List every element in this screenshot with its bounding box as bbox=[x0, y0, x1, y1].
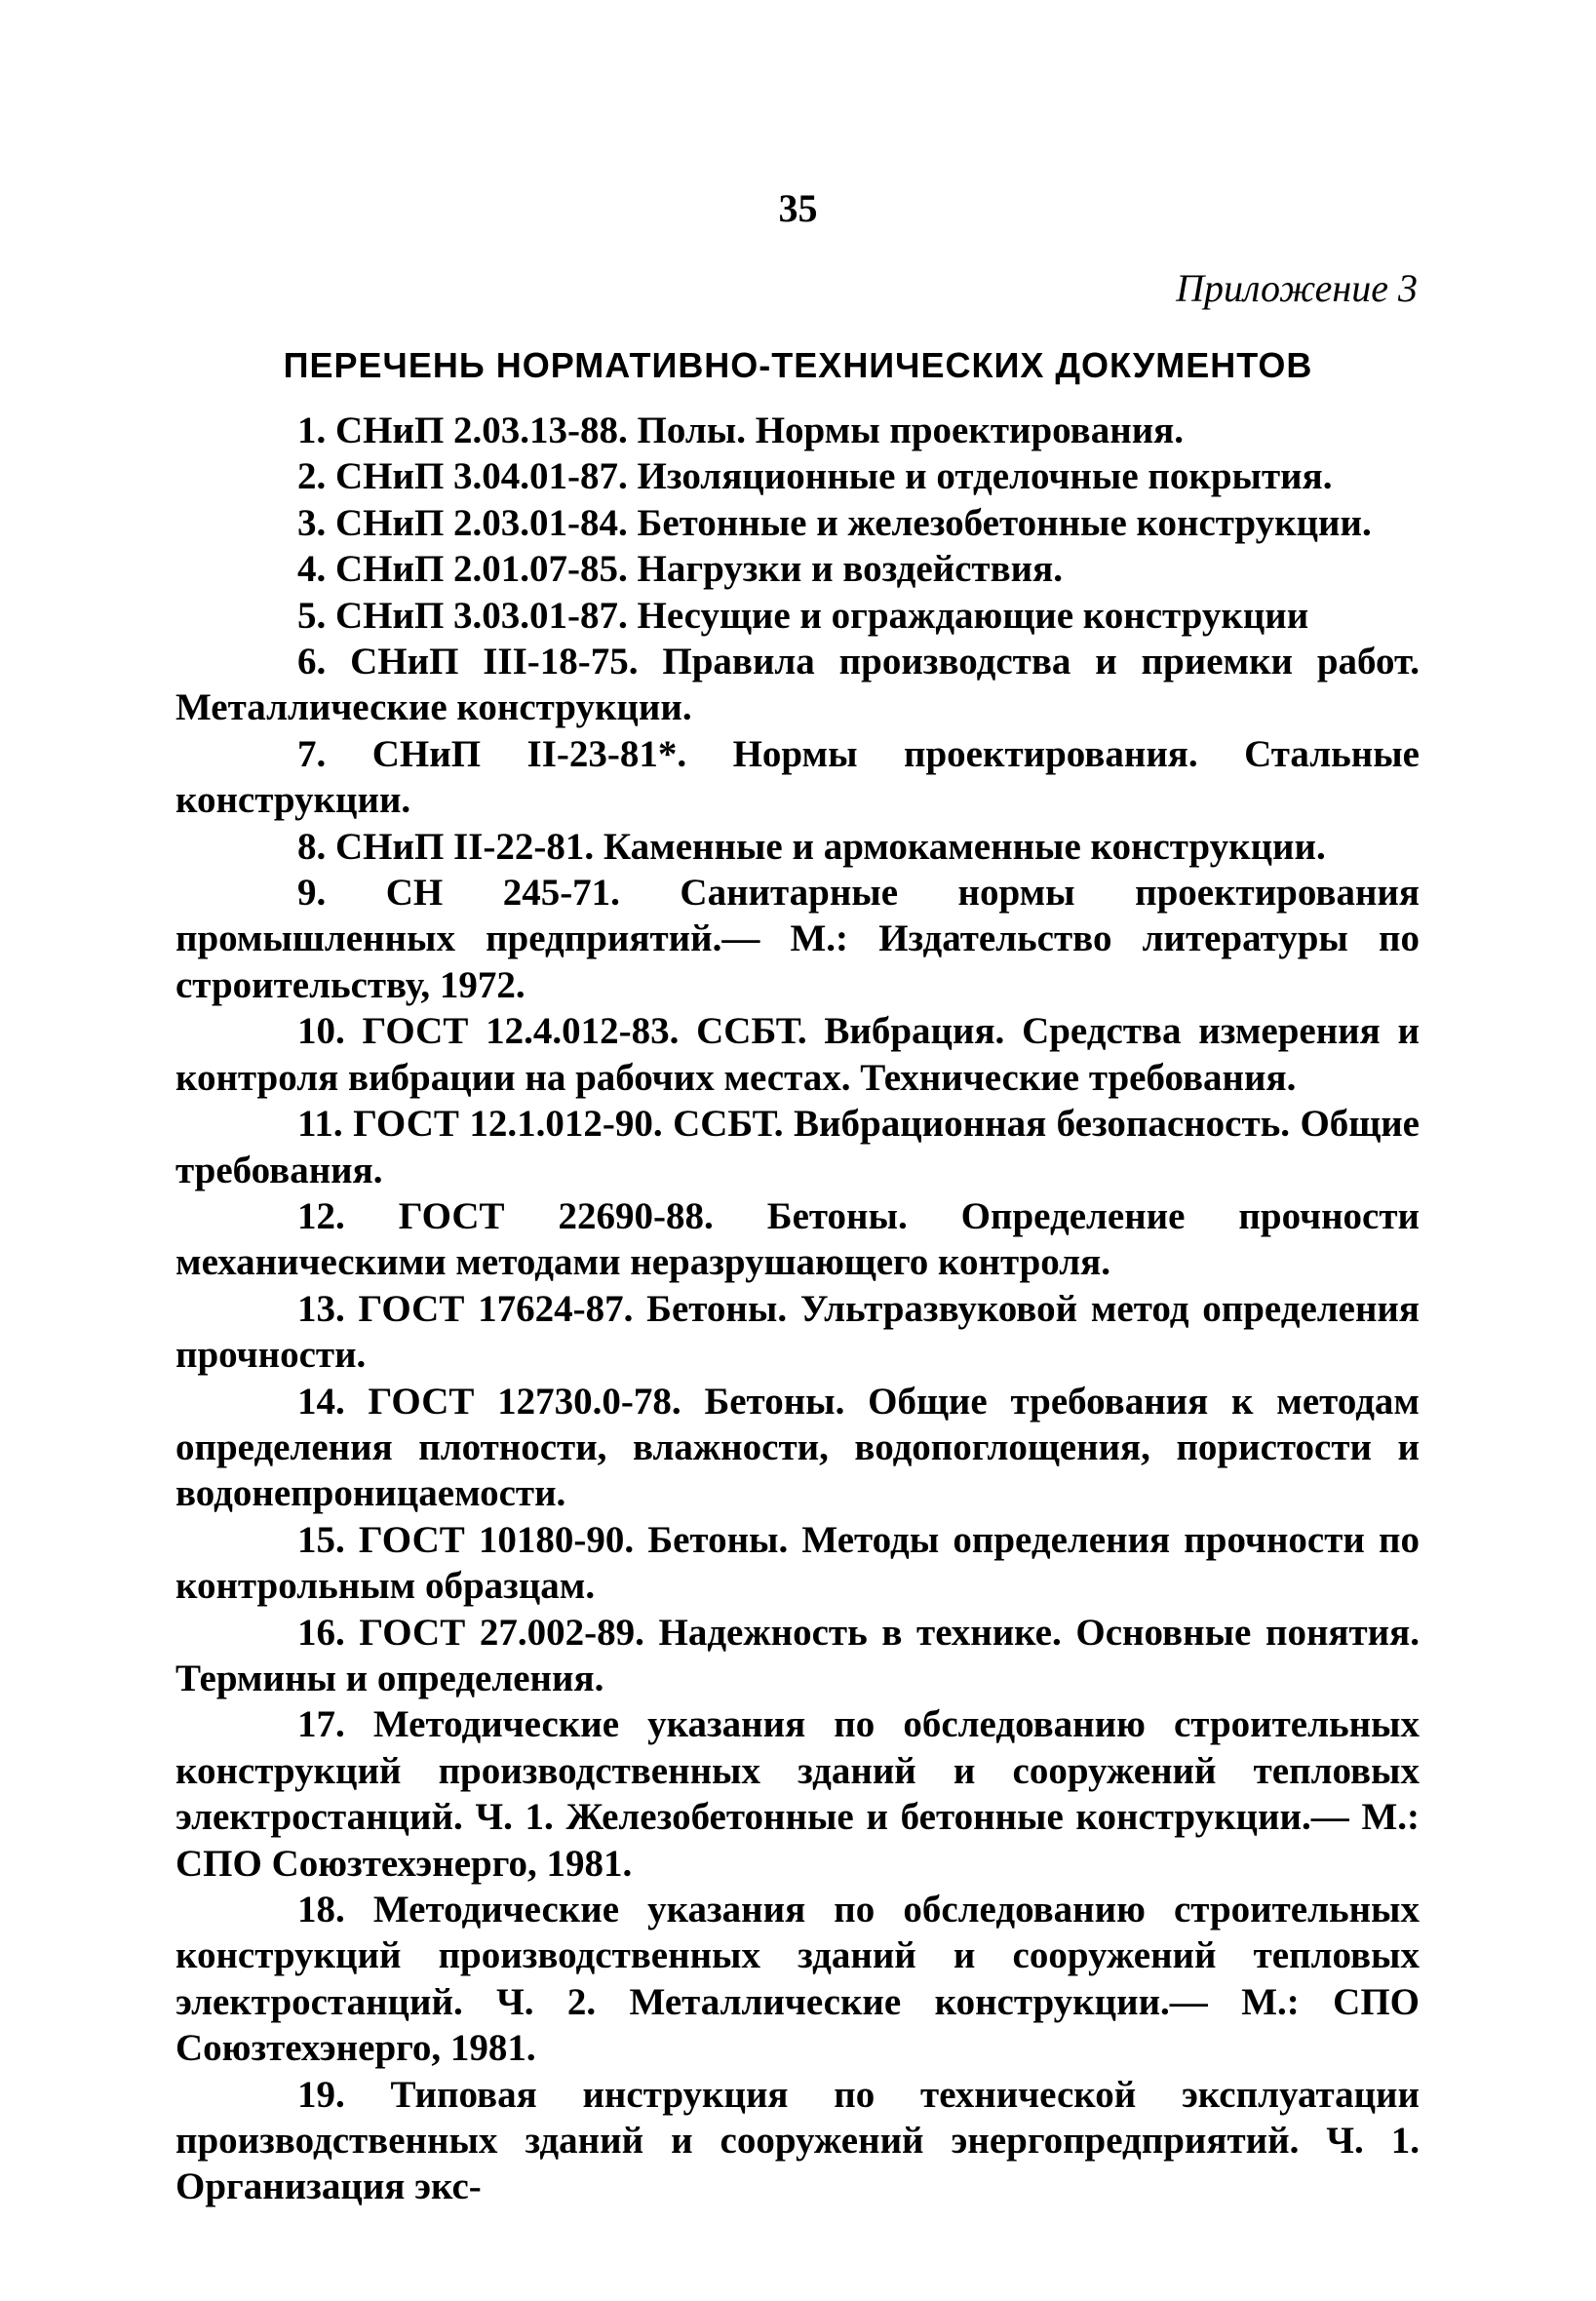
list-item: 6. СНиП III-18-75. Правила производства и приемки работ. Металлические конструкции. bbox=[175, 641, 1420, 729]
list-item: 7. СНиП II-23-81*. Нормы проектирования. Стальные конструкции. bbox=[175, 732, 1420, 822]
document-title: ПЕРЕЧЕНЬ НОРМАТИВНО-ТЕХНИЧЕСКИХ ДОКУМЕНТОВ bbox=[283, 345, 1313, 385]
list-item: 14. ГОСТ 12730.0-78. Бетоны. Общие требования к методам определения плотности, влажности, водопоглощения, пористости и водонепроницаемости. bbox=[175, 1380, 1420, 1515]
list-item: 16. ГОСТ 27.002-89. Надежность в технике. Основные понятия. Термины и определения. bbox=[175, 1611, 1420, 1699]
list-item: 1. СНиП 2.03.13-88. Полы. Нормы проектирования. bbox=[297, 410, 1185, 451]
list-item: 2. СНиП 3.04.01-87. Изоляционные и отделочные покрытия. bbox=[297, 455, 1333, 498]
list-item: 19. Типовая инструкция по технической эксплуатации производственных зданий и сооружений энергопредприятий. Ч. 1. Организация экс- bbox=[175, 2073, 1420, 2208]
list-item: 3. СНиП 2.03.01-84. Бетонные и железобетонные конструкции. bbox=[297, 501, 1372, 544]
list-item: 17. Методические указания по обследованию строительных конструкций производственных зданий и сооружений тепловых электростанций. Ч. 1. Железобетонные и бетонные конструкции.— М.: СПО Союзтехэнерго, 1981. bbox=[175, 1703, 1420, 1885]
list-item: 15. ГОСТ 10180-90. Бетоны. Методы определения прочности по контрольным образцам. bbox=[175, 1518, 1420, 1608]
appendix-label: Приложение 3 bbox=[1176, 266, 1418, 310]
list-item: 18. Методические указания по обследованию строительных конструкций производственных зданий и сооружений тепловых электростанций. Ч. 2. Металлические конструкции.— М.: СПО Союзтехэнерго, 1981. bbox=[175, 1889, 1420, 2070]
list-item: 4. СНиП 2.01.07-85. Нагрузки и воздействия. bbox=[297, 548, 1063, 591]
page-number: 35 bbox=[778, 186, 818, 230]
list-item: 12. ГОСТ 22690-88. Бетоны. Определение прочности механическими методами неразрушающего контроля. bbox=[175, 1194, 1420, 1284]
list-item: 8. СНиП II-22-81. Каменные и армокаменные конструкции. bbox=[297, 825, 1326, 868]
list-item: 5. СНиП 3.03.01-87. Несущие и ограждающие конструкции bbox=[297, 594, 1309, 637]
list-item: 11. ГОСТ 12.1.012-90. ССБТ. Вибрационная безопасность. Общие требования. bbox=[175, 1103, 1420, 1191]
documents-list bbox=[175, 408, 1420, 2210]
list-item: 9. СН 245-71. Санитарные нормы проектирования промышленных предприятий.— М.: Издательство литературы по строительству, 1972. bbox=[175, 872, 1420, 1006]
list-item: 10. ГОСТ 12.4.012-83. ССБТ. Вибрация. Средства измерения и контроля вибрации на рабочих местах. Технические требования. bbox=[175, 1010, 1420, 1099]
list-item: 13. ГОСТ 17624-87. Бетоны. Ультразвуковой метод определения прочности. bbox=[175, 1287, 1420, 1377]
